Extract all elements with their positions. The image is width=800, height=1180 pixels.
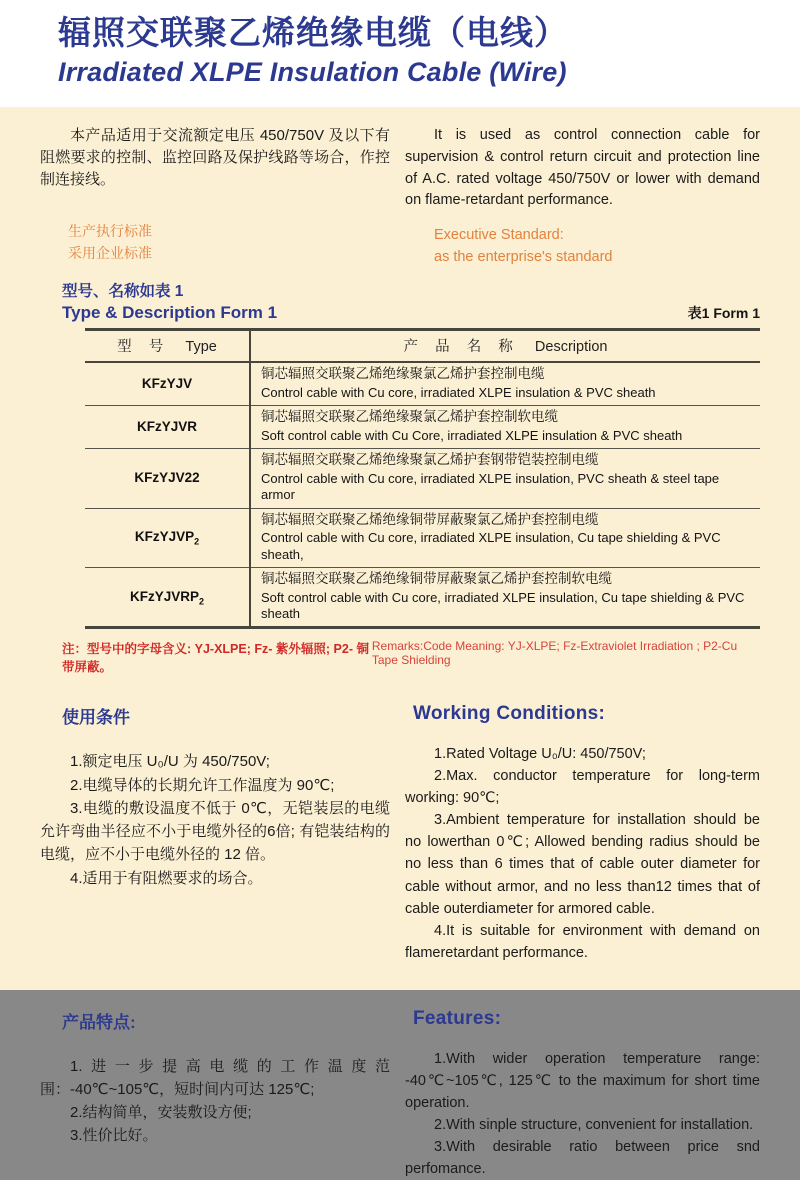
- table-body: [85, 362, 760, 628]
- form-heading-english: Type & Description Form 1: [62, 302, 278, 322]
- description-chinese: 铜芯辐照交联聚乙烯绝缘铜带屏蔽聚氯乙烯护套控制电缆: [261, 511, 599, 527]
- features-heading-en: Features:: [413, 1007, 502, 1029]
- working-conditions-english: [405, 703, 760, 963]
- column-header-type: [85, 329, 250, 362]
- standard-line: Executive Standard:: [434, 227, 564, 243]
- intro-column-english: [405, 125, 760, 269]
- list-item: 3.电缆的敷设温度不低于 0℃，无铠装层的电缆允许弯曲半径应不小于电缆外径的6倍; 有铠装结构的电缆，应不小于电缆外径的 12 倍。: [40, 799, 390, 864]
- working-conditions-heading-en: Working Conditions:: [413, 703, 606, 725]
- column-header-type-en: Type: [185, 338, 217, 355]
- features-section: [40, 1008, 760, 1180]
- list-item: 3.性价比好。: [70, 1127, 158, 1145]
- features-heading-cn: 产品特点:: [62, 1012, 136, 1032]
- table-header: [85, 329, 760, 362]
- description-chinese: 铜芯辐照交联聚乙烯绝缘铜带屏蔽聚氯乙烯护套控制软电缆: [261, 570, 612, 586]
- description-cell: [250, 567, 760, 627]
- description-english: Soft control cable with Cu core, irradiated XLPE insulation, Cu tape shielding & PVC sheath: [261, 589, 745, 622]
- description-chinese: 铜芯辐照交联聚乙烯绝缘聚氯乙烯护套钢带铠装控制电缆: [261, 452, 599, 468]
- standards-chinese: [68, 220, 390, 265]
- form-heading-section: [40, 279, 760, 323]
- list-item: 2.结构简单，安装敷设方便;: [70, 1104, 252, 1122]
- table-row: [85, 567, 760, 627]
- description-cell: [250, 362, 760, 406]
- description-chinese: 铜芯辐照交联聚乙烯绝缘聚氯乙烯护套控制电缆: [261, 365, 545, 381]
- list-item: 2.With sinple structure, convenient for installation.: [434, 1116, 754, 1133]
- page-body: [0, 107, 800, 1177]
- working-conditions-heading-cn: 使用条件: [62, 708, 130, 728]
- type-code: KFzYJV: [141, 375, 193, 391]
- table-row: [85, 449, 760, 508]
- type-cell: [85, 406, 250, 449]
- remark-english: Remarks:Code Meaning: YJ-XLPE; Fz-Extraviolet Irradiation ; P2-Cu Tape Shielding: [371, 639, 738, 668]
- list-item: 2.电缆导体的长期允许工作温度为 90℃;: [70, 776, 335, 794]
- features-chinese: [40, 1008, 390, 1180]
- type-description-table: [85, 328, 760, 629]
- type-cell: [85, 508, 250, 567]
- features-list-en: [405, 1048, 760, 1180]
- list-item: 1.额定电压 U₀/U 为 450/750V;: [70, 753, 270, 771]
- column-header-type-cn: 型 号: [117, 338, 170, 355]
- list-item: 1.进一步提高电缆的工作温度范围：-40℃~105℃，短时间内可达 125℃;: [40, 1057, 390, 1098]
- table-header-row: [85, 329, 760, 362]
- form-number-label: 表1 Form 1: [687, 304, 760, 321]
- description-cell: [250, 406, 760, 449]
- list-item: 3.Ambient temperature for installation should be no lowerthan 0℃; Allowed bending radius should be no less than 6 times that of cable outer diameter for cable without armor, and no less than12 times that of cable outerdiameter for armored cable.: [405, 812, 760, 917]
- page-title-english: Irradiated XLPE Insulation Cable (Wire): [58, 56, 567, 87]
- type-code: KFzYJVRP$_2$: [129, 588, 205, 607]
- intro-paragraph-chinese: 本产品适用于交流额定电压 450/750V 及以下有阻燃要求的控制、监控回路及保护线路等场合，作控制连接线。: [40, 127, 390, 189]
- type-cell: [85, 567, 250, 627]
- description-chinese: 铜芯辐照交联聚乙烯绝缘聚氯乙烯护套控制软电缆: [261, 409, 558, 425]
- column-header-description-en: Description: [534, 338, 608, 355]
- working-conditions-chinese: [40, 703, 390, 963]
- list-item: 4.It is suitable for environment with demand on flameretardant performance.: [405, 922, 760, 961]
- intro-column-chinese: [40, 125, 390, 269]
- table-row: [85, 406, 760, 449]
- working-conditions-section: [40, 703, 760, 963]
- page-title-chinese: 辐照交联聚乙烯绝缘电缆（电线）: [58, 14, 568, 51]
- standard-line: as the enterprise's standard: [434, 249, 613, 266]
- intro-section: [40, 125, 760, 269]
- type-code: KFzYJV22: [134, 470, 200, 486]
- description-cell: [250, 449, 760, 508]
- page-header: [0, 0, 800, 107]
- standard-line: 生产执行标准: [68, 222, 152, 239]
- type-code: KFzYJVP$_2$: [134, 529, 200, 548]
- features-list-cn: [40, 1055, 390, 1148]
- form-heading-titles: [40, 279, 277, 323]
- type-cell: [85, 362, 250, 406]
- remark-chinese: 注：型号中的字母含义: YJ-XLPE; Fz- 紫外辐照; P2- 铜带屏蔽。: [62, 642, 369, 675]
- type-cell: [85, 449, 250, 508]
- column-header-description-cn: 产 品 名 称: [403, 338, 520, 355]
- list-item: 1.Rated Voltage U₀/U: 450/750V;: [434, 746, 646, 763]
- column-header-description: [250, 329, 760, 362]
- description-english: Control cable with Cu core, irradiated XLPE insulation & PVC sheath: [261, 384, 656, 400]
- remarks-section: [62, 639, 760, 675]
- working-conditions-list-en: [405, 743, 760, 963]
- list-item: 3.With desirable ratio between price snd perfomance.: [405, 1138, 760, 1177]
- table-row: [85, 362, 760, 406]
- description-cell: [250, 508, 760, 567]
- intro-paragraph-english: It is used as control connection cable for supervision & control return circuit and protection line of A.C. rated voltage 450/750V or lower with demand on flame-retardant performance.: [405, 127, 760, 209]
- standards-english: [434, 224, 760, 269]
- standard-line: 采用企业标准: [68, 245, 152, 262]
- working-conditions-list-cn: [40, 750, 390, 890]
- features-english: [405, 1008, 760, 1180]
- type-code: KFzYJVR: [136, 418, 197, 434]
- list-item: 4.适用于有阻燃要求的场合。: [70, 869, 263, 887]
- form-heading-chinese: 型号、名称如表 1: [62, 282, 184, 300]
- description-english: Control cable with Cu core, irradiated XLPE insulation, PVC sheath & steel tape armor: [261, 471, 720, 503]
- description-english: Control cable with Cu core, irradiated XLPE insulation, Cu tape shielding & PVC sheath,: [261, 530, 721, 562]
- list-item: 1.With wider operation temperature range: -40℃~105℃, 125℃ to the maximum for short time operation.: [405, 1050, 760, 1111]
- description-english: Soft control cable with Cu Core, irradiated XLPE insulation & PVC sheath: [261, 427, 683, 443]
- list-item: 2.Max. conductor temperature for long-term working: 90℃;: [405, 768, 760, 807]
- table-row: [85, 508, 760, 567]
